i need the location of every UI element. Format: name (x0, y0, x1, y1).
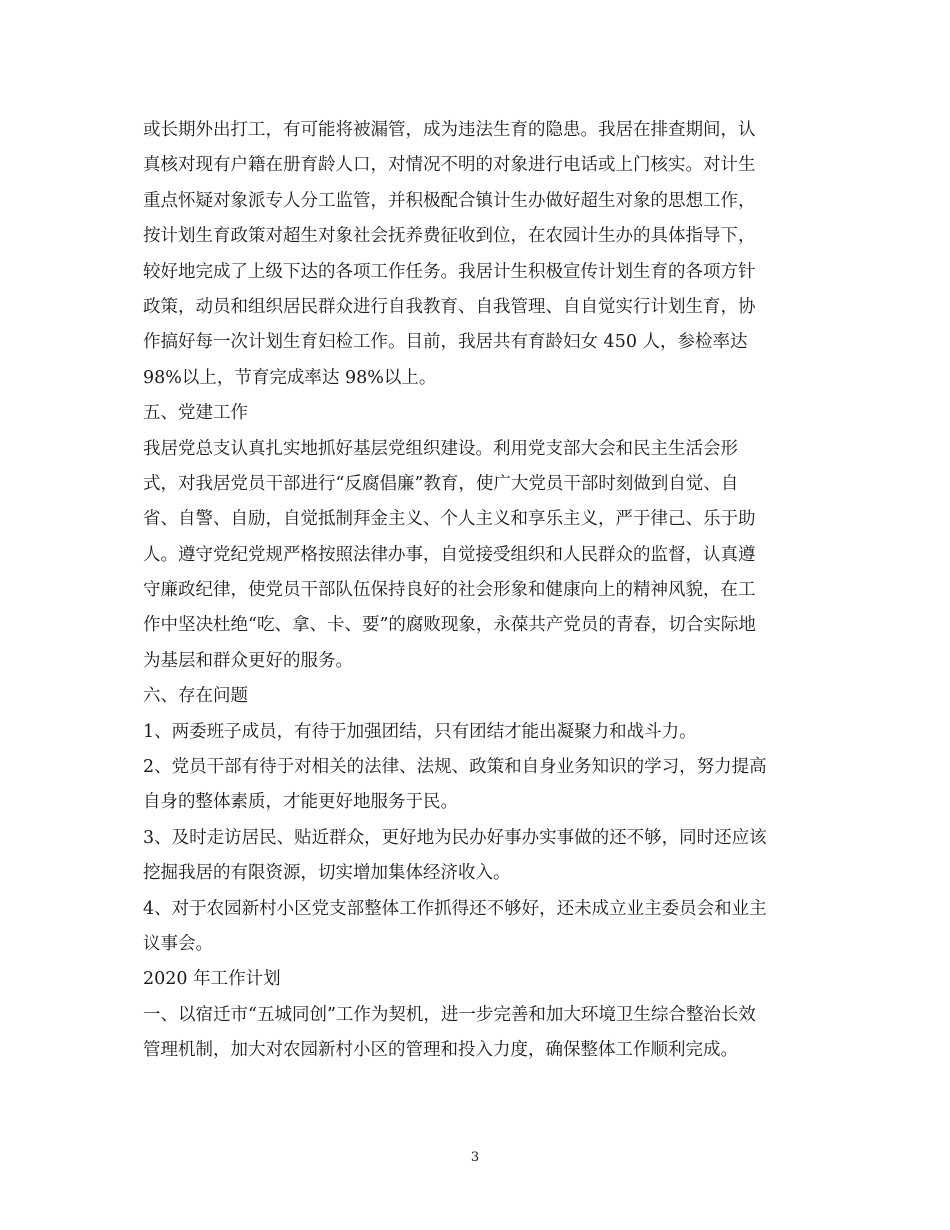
text-line: 人。遵守党纪党规严格按照法律办事，自觉接受组织和人民群众的监督，认真遵 (143, 544, 756, 565)
text-line: 管理机制，加大对农园新村小区的管理和投入力度，确保整体工作顺利完成。 (143, 1040, 738, 1061)
text-line: 重点怀疑对象派专人分工监管，并积极配合镇计生办做好超生对象的思想工作， (143, 190, 756, 211)
list-item: 3、及时走访居民、贴近群众，更好地为民办好事办实事做的还不够，同时还应该 (143, 827, 767, 848)
text-line: 省、自警、自励，自觉抵制拜金主义、个人主义和享乐主义，严于律己、乐于助 (143, 509, 756, 530)
list-item: 1、两委班子成员，有待于加强团结，只有团结才能出凝聚力和战斗力。 (143, 721, 697, 742)
section-heading-existing-problems: 六、存在问题 (143, 686, 248, 707)
page-number: 3 (470, 1150, 480, 1165)
text-line: 按计划生育政策对超生对象社会抚养费征收到位，在农园计生办的具体指导下， (143, 226, 756, 247)
body-text (143, 113, 815, 1069)
text-line: 或长期外出打工，有可能将被漏管，成为违法生育的隐患。我居在排查期间，认 (143, 120, 756, 140)
text-line: 守廉政纪律，使党员干部队伍保持良好的社会形象和健康向上的精神风貌，在工 (143, 580, 756, 601)
text-line: 议事会。 (143, 933, 213, 954)
list-item: 2、党员干部有待于对相关的法律、法规、政策和自身业务知识的学习，努力提高 (143, 757, 767, 778)
section-heading-party-building: 五、党建工作 (143, 403, 248, 424)
list-item: 4、对于农园新村小区党支部整体工作抓得还不够好，还未成立业主委员会和业主 (143, 898, 767, 919)
text-line: 挖掘我居的有限资源，切实增加集体经济收入。 (143, 863, 511, 884)
text-line: 较好地完成了上级下达的各项工作任务。我居计生积极宣传计划生育的各项方针 (143, 261, 756, 282)
text-line: 式，对我居党员干部进行“反腐倡廉”教育，使广大党员干部时刻做到自觉、自 (143, 473, 739, 494)
text-line: 为基层和群众更好的服务。 (143, 650, 353, 671)
text-line: 作搞好每一次计划生育妇检工作。目前，我居共有育龄妇女 450 人，参检率达 (143, 332, 748, 353)
list-item: 一、以宿迁市“五城同创”工作为契机，进一步完善和加大环境卫生综合整治长效 (143, 1004, 756, 1025)
section-heading-work-plan: 2020 年工作计划 (143, 969, 281, 990)
text-line: 98%以上，节育完成率达 98%以上。 (143, 367, 437, 388)
text-line: 我居党总支认真扎实地抓好基层党组织建设。利用党支部大会和民主生活会形 (143, 438, 738, 459)
text-line: 自身的整体素质，才能更好地服务于民。 (143, 792, 458, 813)
text-line: 真核对现有户籍在册育龄人口，对情况不明的对象进行电话或上门核实。对计生 (143, 155, 756, 176)
text-line: 作中坚决杜绝“吃、拿、卡、要”的腐败现象，永葆共产党员的青春，切合实际地 (143, 615, 756, 636)
text-line: 政策，动员和组织居民群众进行自我教育、自我管理、自自觉实行计划生育，协 (143, 296, 756, 317)
